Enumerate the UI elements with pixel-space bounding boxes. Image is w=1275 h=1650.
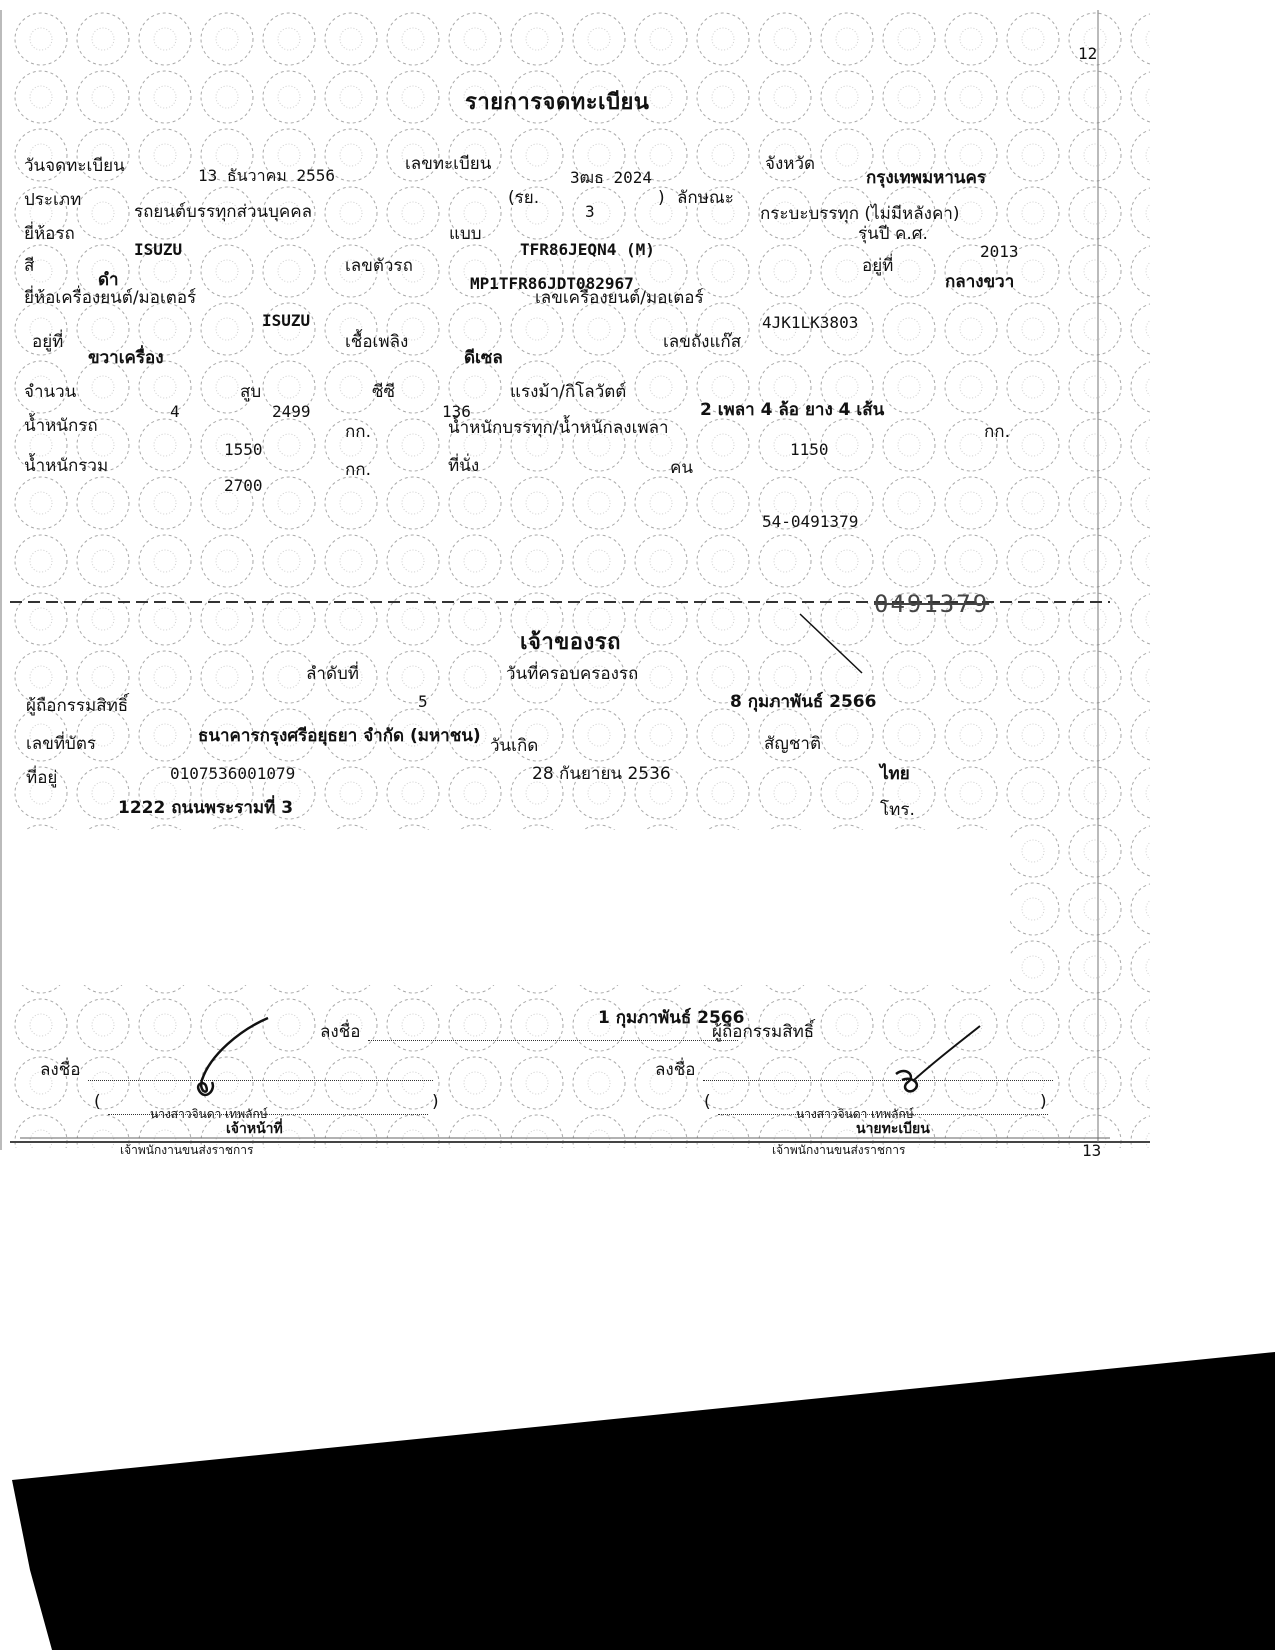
reg-date-label: วันจดทะเบียน — [24, 156, 125, 176]
owner-title: เจ้าของรถ — [520, 630, 621, 655]
birth-label: วันเกิด — [490, 736, 539, 756]
province-value: กรุงเทพมหานคร — [866, 168, 987, 188]
gross-value: 2700 — [224, 476, 263, 495]
owner-label: ผู้ถือกรรมสิทธิ์ — [26, 696, 129, 716]
nationality-value: ไทย — [880, 764, 910, 784]
character-label: ลักษณะ — [677, 188, 734, 208]
right-sign-line — [703, 1080, 1053, 1081]
model-year-value: 2013 — [980, 242, 1019, 261]
cc-label: ซีซี — [372, 382, 396, 402]
ry-value: 3 — [585, 202, 595, 221]
chassis-pos-value: กลางขวา — [945, 272, 1015, 292]
province-label: จังหวัด — [765, 154, 816, 174]
plate-value: 3ฒธ 2024 — [570, 168, 653, 187]
id-no-value: 0107536001079 — [170, 764, 296, 783]
kg-label-1: กก. — [345, 422, 371, 442]
owner-role-label: ผู้ถือกรรมสิทธิ์ — [712, 1022, 815, 1042]
sign-label-owner: ลงชื่อ — [320, 1022, 361, 1042]
weight-value: 1550 — [224, 440, 263, 459]
address-value: 1222 ถนนพระรามที่ 3 — [118, 798, 294, 818]
left-signer-role: เจ้าหน้าที่ — [226, 1121, 283, 1137]
ry-close: ) — [658, 188, 665, 208]
fuel-value: ดีเซล — [464, 348, 503, 368]
gas-tank-label: เลขถังแก๊ส — [663, 332, 742, 352]
left-sign-label: ลงชื่อ — [40, 1060, 81, 1080]
cylinders-value: 4 — [170, 402, 180, 421]
order-value: 5 — [418, 692, 428, 711]
left-handwritten-signature — [180, 1010, 290, 1105]
color-label: สี — [24, 256, 35, 276]
cc-value: 2499 — [272, 402, 311, 421]
engine-brand-value: ISUZU — [262, 311, 311, 330]
engine-no-value: 4JK1LK3803 — [762, 313, 859, 332]
ry-label: (รย. — [508, 188, 540, 208]
color-value: ดำ — [98, 270, 119, 290]
phone-label: โทร. — [880, 800, 915, 820]
gross-label: น้ำหนักรวม — [24, 456, 109, 476]
chassis-pos-label: อยู่ที่ — [862, 256, 894, 276]
engine-brand-label: ยี่ห้อเครื่องยนต์/มอเตอร์ — [24, 288, 197, 308]
right-signer-role: นายทะเบียน — [856, 1121, 930, 1137]
birth-value: 28 กันยายน 2536 — [532, 764, 671, 784]
engine-no-label: เลขเครื่องยนต์/มอเตอร์ — [535, 288, 704, 308]
sign-date: 1 กุมภาพันธ์ 2566 — [598, 1008, 745, 1028]
engine-pos-label: อยู่ที่ — [32, 332, 64, 352]
right-paren-close: ) — [1040, 1092, 1047, 1112]
redacted-area — [10, 830, 1010, 985]
character-value: กระบะบรรทุก (ไม่มีหลังคา) — [760, 204, 960, 224]
left-paren-open: ( — [94, 1092, 101, 1112]
right-handwritten-signature — [880, 1020, 990, 1100]
axles-value: 2 เพลา 4 ล้อ ยาง 4 เส้น — [700, 400, 885, 420]
brand-value: ISUZU — [134, 240, 183, 259]
brand-label: ยี่ห้อรถ — [24, 224, 75, 244]
hp-value: 136 — [442, 402, 471, 421]
kg-label-3: กก. — [345, 460, 371, 480]
hp-label: แรงม้า/กิโลวัตต์ — [510, 382, 627, 402]
left-paren-close: ) — [432, 1092, 439, 1112]
model-label: แบบ — [449, 224, 482, 244]
serial-value: 54-0491379 — [762, 512, 859, 531]
right-name-line — [718, 1114, 1048, 1115]
nationality-label: สัญชาติ — [764, 734, 821, 754]
amount-label: จำนวน — [24, 382, 77, 402]
type-label: ประเภท — [24, 190, 82, 210]
left-signer-name: นางสาวจินดา เทพลักษ์ — [150, 1107, 268, 1121]
left-name-line — [108, 1114, 428, 1115]
stamp-number: 0491379 — [874, 590, 990, 618]
right-signer-name: นางสาวจินดา เทพลักษ์ — [796, 1107, 914, 1121]
chassis-label: เลขตัวรถ — [345, 256, 413, 276]
right-signer-office: เจ้าพนักงานขนส่งราชการ — [772, 1143, 906, 1157]
right-sign-label: ลงชื่อ — [655, 1060, 696, 1080]
owner-name-value: ธนาคารกรุงศรีอยุธยา จำกัด (มหาชน) — [198, 726, 481, 746]
scan-shadow — [0, 1340, 1275, 1650]
address-label: ที่อยู่ — [26, 768, 58, 788]
kg-label-2: กก. — [984, 422, 1010, 442]
right-paren-open: ( — [704, 1092, 711, 1112]
model-value: TFR86JEQN4 (M) — [520, 240, 655, 259]
page-edge — [0, 10, 2, 1150]
reg-date-value: 13 ธันวาคม 2556 — [198, 166, 335, 185]
possession-date-label: วันที่ครอบครองรถ — [506, 664, 639, 684]
weight-label: น้ำหนักรถ — [24, 416, 98, 436]
seats-label: ที่นั่ง — [448, 456, 480, 476]
possession-date-value: 8 กุมภาพันธ์ 2566 — [730, 692, 877, 712]
chassis-value: MP1TFR86JDT082967 — [470, 274, 634, 293]
fuel-label: เชื้อเพลิง — [345, 332, 409, 352]
left-signer-office: เจ้าพนักงานขนส่งราชการ — [120, 1143, 254, 1157]
cylinders-label: สูบ — [240, 382, 262, 402]
id-no-label: เลขที่บัตร — [26, 734, 97, 754]
engine-pos-value: ขวาเครื่อง — [88, 348, 164, 368]
payload-label: น้ำหนักบรรทุก/น้ำหนักลงเพลา — [448, 418, 669, 438]
order-label: ลำดับที่ — [306, 664, 360, 684]
type-value: รถยนต์บรรทุกส่วนบุคคล — [134, 202, 313, 222]
plate-label: เลขทะเบียน — [405, 154, 492, 174]
page-number-top: 12 — [1078, 44, 1098, 63]
registration-title: รายการจดทะเบียน — [465, 90, 650, 115]
payload-value: 1150 — [790, 440, 829, 459]
owner-sign-line — [368, 1040, 738, 1041]
model-year-label: รุ่นปี ค.ศ. — [858, 224, 928, 244]
page-number-bottom: 13 — [1082, 1141, 1102, 1160]
persons-label: คน — [670, 458, 693, 478]
